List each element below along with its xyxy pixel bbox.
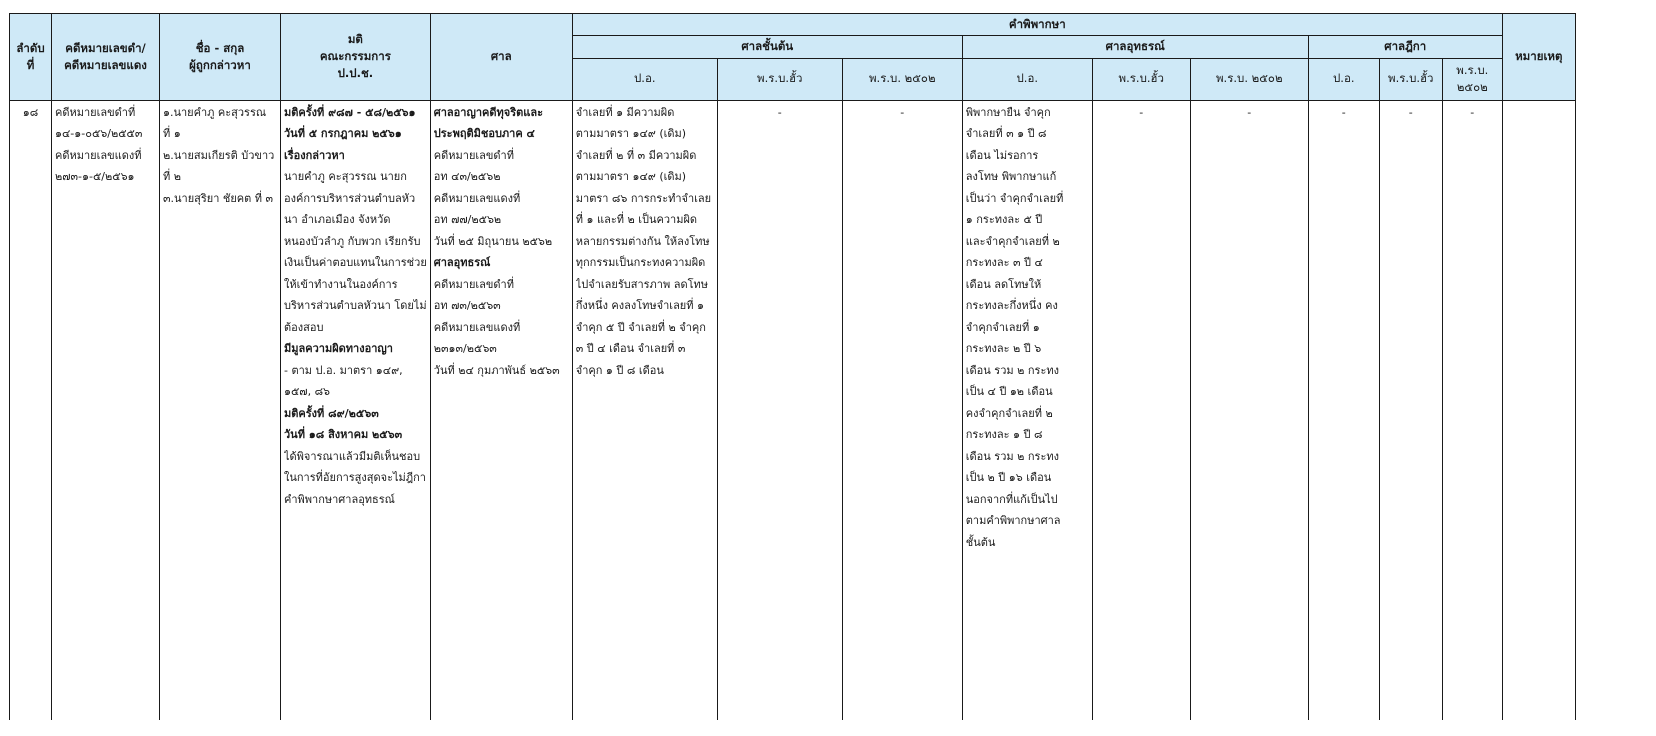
resolution-line: หนองบัวลำภู กับพวก เรียกรับ — [284, 234, 421, 248]
accused-name-line: ๓.นายสุริยา ชัยคต ที่ ๓ — [163, 191, 274, 205]
resolution-line: คำพิพากษาศาลอุทธรณ์ — [284, 492, 395, 506]
court-line: คดีหมายเลขแดงที่ — [433, 320, 521, 334]
first-court-verdict-line: หลายกรรมต่างกัน ให้ลงโทษ — [575, 234, 710, 248]
appeal-court-verdict-line: จำเลยที่ ๓ ๑ ปี ๘ — [965, 127, 1047, 140]
resolution-line: วันที่ ๕ กรกฎาคม ๒๕๖๑ — [284, 127, 402, 140]
header-first-court: ศาลชั้นต้น — [572, 36, 962, 58]
court-line: อท ๗๗/๒๕๖๒ — [433, 213, 502, 226]
cell-appeal-pa — [962, 100, 1092, 720]
cell-first-act-2502: - — [842, 100, 962, 720]
resolution-line: นา อำเภอเมือง จังหวัด — [284, 213, 391, 226]
case-number-line: ๑๔-๑-๐๕๖/๒๕๕๓ — [55, 127, 143, 140]
first-court-verdict-line: ที่ ๑ และที่ ๒ เป็นความผิด — [575, 213, 698, 226]
resolution-line: นายคำภู คะสุวรรณ นายก — [284, 170, 407, 183]
court-line: ศาลอุทธรณ์ — [433, 256, 491, 269]
resolution-line: ให้เข้าทำงานในองค์การ — [284, 277, 398, 291]
court-line: ประพฤติมิชอบภาค ๔ — [433, 127, 535, 140]
court-line: วันที่ ๒๕ มิถุนายน ๒๕๖๒ — [433, 234, 553, 248]
cell-no: ๑๘ — [10, 100, 52, 720]
first-court-verdict-line: ไปจำเลยรับสารภาพ ลดโทษ — [575, 277, 709, 291]
resolution-line: บริหารส่วนตำบลหัวนา โดยไม่ — [284, 299, 427, 312]
header-supreme-pa: ป.อ. — [1308, 58, 1379, 100]
cell-supreme-act-2502: - — [1442, 100, 1502, 720]
first-court-verdict-line: จำเลยที่ ๒ ที่ ๓ มีความผิด — [575, 148, 697, 162]
resolution-line: ในการที่อัยการสูงสุดจะไม่ฎีกา — [284, 471, 426, 484]
header-remarks: หมายเหตุ — [1502, 14, 1575, 101]
first-court-verdict-line: กึ่งหนึ่ง คงลงโทษจำเลยที่ ๑ — [575, 299, 704, 312]
appeal-court-verdict-line: ๑ กระทงละ ๕ ปี — [965, 213, 1043, 226]
cell-court — [430, 100, 572, 720]
court-line: ศาลอาญาคดีทุจริตและ — [433, 105, 543, 119]
court-line: คดีหมายเลขดำที่ — [433, 277, 514, 291]
resolution-line: - ตาม ป.อ. มาตรา ๑๔๙, — [284, 363, 403, 377]
court-line: คดีหมายเลขดำที่ — [433, 148, 514, 162]
resolution-line: มติครั้งที่ ๘๙/๒๕๖๓ — [284, 406, 379, 420]
first-court-verdict-line: จำคุก ๕ ปี จำเลยที่ ๒ จำคุก — [575, 320, 706, 334]
cell-appeal-act-2502: - — [1190, 100, 1308, 720]
header-first-act-fua: พ.ร.บ.ฮั้ว — [717, 58, 842, 100]
header-no: ลำดับ ที่ — [10, 14, 52, 101]
header-supreme-court: ศาลฎีกา — [1308, 36, 1502, 58]
resolution-line: องค์การบริหารส่วนตำบลหัว — [284, 191, 416, 205]
first-court-verdict-line: มาตรา ๘๖ การกระทำจำเลย — [575, 191, 712, 205]
appeal-court-verdict-line: เดือน รวม ๒ กระทง — [965, 363, 1059, 377]
header-supreme-act-fua: พ.ร.บ.ฮั้ว — [1379, 58, 1442, 100]
accused-name-line: ที่ ๑ — [163, 127, 181, 140]
resolution-line: วันที่ ๑๘ สิงหาคม ๒๕๖๓ — [284, 428, 403, 441]
appeal-court-verdict-line: เป็น ๒ ปี ๑๖ เดือน — [965, 471, 1052, 484]
cell-first-pa — [572, 100, 717, 720]
appeal-court-verdict-line: พิพากษายืน จำคุก — [965, 105, 1051, 119]
appeal-court-verdict-line: เดือน รวม ๒ กระทง — [965, 449, 1059, 463]
appeal-court-verdict-line: ชั้นต้น — [965, 535, 996, 549]
cell-remarks — [1502, 100, 1575, 720]
cell-accused-names — [160, 100, 281, 720]
appeal-court-verdict-line: และจำคุกจำเลยที่ ๒ — [965, 234, 1060, 248]
header-first-pa: ป.อ. — [572, 58, 717, 100]
appeal-court-verdict-line: เป็นว่า จำคุกจำเลยที่ — [965, 191, 1064, 205]
court-line: อท ๗๓/๒๕๖๓ — [433, 299, 501, 312]
court-line: อท ๔๓/๒๕๖๒ — [433, 170, 501, 183]
cell-appeal-act-fua: - — [1092, 100, 1190, 720]
appeal-court-verdict-line: เดือน ลดโทษให้ — [965, 277, 1042, 291]
resolution-line: มีมูลความผิดทางอาญา — [284, 342, 393, 355]
resolution-line: มติครั้งที่ ๙๘๗ - ๕๘/๒๕๖๑ — [284, 105, 416, 119]
header-accused-name: ชื่อ - สกุล ผู้ถูกกล่าวหา — [160, 14, 281, 101]
first-court-verdict-line: ๓ ปี ๔ เดือน จำเลยที่ ๓ — [575, 342, 686, 355]
header-appeal-court: ศาลอุทธรณ์ — [962, 36, 1308, 58]
header-appeal-act-fua: พ.ร.บ.ฮั้ว — [1092, 58, 1190, 100]
header-case-number: คดีหมายเลขดำ/ คดีหมายเลขแดง — [52, 14, 160, 101]
first-court-verdict-line: ตามมาตรา ๑๔๙ (เดิม) — [575, 127, 687, 140]
appeal-court-verdict-line: ตามคำพิพากษาศาล — [965, 514, 1061, 527]
appeal-court-verdict-line: นอกจากที่แก้เป็นไป — [965, 492, 1058, 506]
cell-case-number — [52, 100, 160, 720]
case-number-line: ๒๗๓-๑-๕/๒๕๖๑ — [55, 170, 135, 183]
appeal-court-verdict-line: คงจำคุกจำเลยที่ ๒ — [965, 406, 1053, 420]
resolution-line: ได้พิจารณาแล้วมีมติเห็นชอบ — [284, 449, 421, 463]
header-first-act-2502: พ.ร.บ. ๒๕๐๒ — [842, 58, 962, 100]
first-court-verdict-line: ตามมาตรา ๑๔๙ (เดิม) — [575, 170, 687, 183]
resolution-line: ต้องสอบ — [284, 320, 324, 334]
cell-first-act-fua: - — [717, 100, 842, 720]
header-appeal-act-2502: พ.ร.บ. ๒๕๐๒ — [1190, 58, 1308, 100]
appeal-court-verdict-line: กระทงละ ๒ ปี ๖ — [965, 342, 1042, 355]
cell-supreme-pa: - — [1308, 100, 1379, 720]
first-court-verdict-line: ทุกกรรมเป็นกระทงความผิด — [575, 256, 706, 269]
appeal-court-verdict-line: ลงโทษ พิพากษาแก้ — [965, 170, 1057, 183]
first-court-verdict-line: จำเลยที่ ๑ มีความผิด — [575, 105, 675, 119]
table-row — [10, 100, 1576, 720]
appeal-court-verdict-line: จำคุกจำเลยที่ ๑ — [965, 320, 1040, 334]
header-supreme-act-2502: พ.ร.บ. ๒๕๐๒ — [1442, 58, 1502, 100]
accused-name-line: ๑.นายคำภู คะสุวรรณ — [163, 105, 267, 119]
header-verdict: คำพิพากษา — [572, 14, 1502, 36]
header-court: ศาล — [430, 14, 572, 101]
resolution-line: ๑๕๗, ๘๖ — [284, 385, 331, 398]
appeal-court-verdict-line: เป็น ๔ ปี ๑๒ เดือน — [965, 385, 1053, 398]
header-nacc-resolution: มติ คณะกรรมการ ป.ป.ช. — [281, 14, 431, 101]
cell-resolution — [281, 100, 431, 720]
cell-supreme-act-fua: - — [1379, 100, 1442, 720]
first-court-verdict-line: จำคุก ๑ ปี ๘ เดือน — [575, 363, 664, 377]
case-number-line: คดีหมายเลขแดงที่ — [55, 148, 142, 162]
case-table — [9, 13, 1576, 720]
court-line: ๒๓๑๓/๒๕๖๓ — [433, 342, 497, 355]
case-number-line: คดีหมายเลขดำที่ — [55, 105, 136, 119]
court-line: คดีหมายเลขแดงที่ — [433, 191, 521, 205]
resolution-line: เงินเป็นค่าตอบแทนในการช่วย — [284, 256, 427, 269]
appeal-court-verdict-line: กระทงละกึ่งหนึ่ง คง — [965, 299, 1058, 312]
resolution-line: เรื่องกล่าวหา — [284, 148, 345, 162]
appeal-court-verdict-line: กระทงละ ๑ ปี ๘ — [965, 428, 1043, 441]
accused-name-line: ที่ ๒ — [163, 170, 181, 183]
accused-name-line: ๒.นายสมเกียรติ บัวขาว — [163, 148, 275, 162]
court-line: วันที่ ๒๔ กุมภาพันธ์ ๒๕๖๓ — [433, 363, 560, 377]
appeal-court-verdict-line: เดือน ไม่รอการ — [965, 148, 1039, 162]
header-appeal-pa: ป.อ. — [962, 58, 1092, 100]
appeal-court-verdict-line: กระทงละ ๓ ปี ๔ — [965, 256, 1043, 269]
